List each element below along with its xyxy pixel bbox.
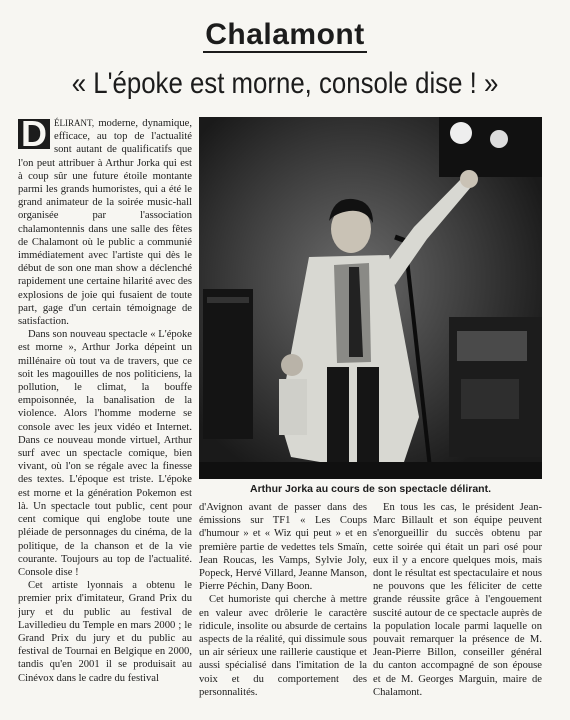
paragraph-1-text: moderne, dynamique, efficace, au top de l'actualité sont autant de qualificatifs que l'on peut attribuer à Arthur Jorka qui est à coup sûr une future étoile montante parmi les grands humoristes, qui a été le grand animateur de la soirée music-hall organisée par l'association chalamontennis dans une salle des fêtes de Chalamont où le public a communié immédiatement avec l'artiste qui dès le début de son one man show a déclenché rapidement une certaine hilarité avec des explosions de joie qui fusaient de toute part, gage d'un certain témoignage de satisfaction. xyxy=(18,118,192,328)
drop-cap: D xyxy=(18,119,50,149)
article-body xyxy=(18,117,548,713)
paragraph-continued: d'Avignon avant de passer dans des émissions sur TF1 « Les Coups d'humour » et « Wiz qui peut » et en première partie de vedettes tels Smaïn, Jean Roucas, les Vamps, Sylvie Joly, Popeck, Hervé Villard, Jeanne Manson, Pierre Péchin, Dany Boon. xyxy=(199,502,367,593)
text-column-middle xyxy=(199,501,367,713)
paragraph-4: Cet humoriste qui cherche à mettre en valeur avec drôlerie le caractère ridicule, insolite ou absurde de certains aspects de la réalité, qui dissimule sous un air sérieux une raillerie caustique et aussi spécialisé dans l'imitation de la voix et du comportement des personnalités. xyxy=(199,594,367,698)
section-title xyxy=(0,18,570,52)
lead-in: ÉLIRANT, xyxy=(54,118,95,128)
paragraph-3: Cet artiste lyonnais a obtenu le premier prix d'imitateur, Grand Prix du jury et du public au festival de Lavilledieu du Temple en mars 2000 ; le Grand Prix du jury et du public au festival de Tournai en Belgique en 2000, tandis qu'en 2001 il se produisait au Cinévox dans le cadre du festival xyxy=(18,580,192,684)
photo-caption: Arthur Jorka au cours de son spectacle délirant. xyxy=(250,483,491,495)
text-column-right xyxy=(373,501,542,713)
paragraph-1 xyxy=(18,117,192,328)
section-title-text: Chalamont xyxy=(205,18,365,51)
performer-photo xyxy=(199,117,542,479)
paragraph-5: En tous les cas, le président Jean-Marc Billault et son équipe peuvent s'enorgueillir du succès obtenu par cette soirée qui était un pari osé pour eux il y a encore quelques mois, mais dont le résultat est spectaculaire et nous ne pouvons que les féliciter de cette grande réussite grâce à l'engouement suscité autour de ce spectacle auprès de la population locale parmi laquelle on pouvait remarquer la présence de M. Jean-Pierre Billon, conseiller général du canton accompagné de son épouse et de M. Georges Marguin, maire de Chalamont. xyxy=(373,502,542,698)
performer-photo-image xyxy=(199,117,542,479)
paragraph-2: Dans son nouveau spectacle « L'époke est morne », Arthur Jorka dépeint un millénaire où tout va de travers, que ce soit les magouilles de nos politiciens, la pollution, le climat, la bouffe empoisonnée, la banalisation de la violence. Alors l'homme moderne se console avec les jeux vidéo et Internet. Dans ce nouveau monde virtuel, Arthur surf avec un spectacle comique, bien vivant, où l'on se régale avec la finesse des textes. L'époque est triste. L'époke est morne et la génération Pokemon est là. Un spectacle tout public, cent pour cent comique qui englobe toute une pléiade de personnages du cinéma, de la politique, de la chanson et de la vie courante. Toujours au top de l'actualité. Console dise ! xyxy=(18,329,192,578)
article-headline: « L'époke est morne, console dise ! » xyxy=(71,67,499,100)
text-column-left xyxy=(18,117,192,713)
